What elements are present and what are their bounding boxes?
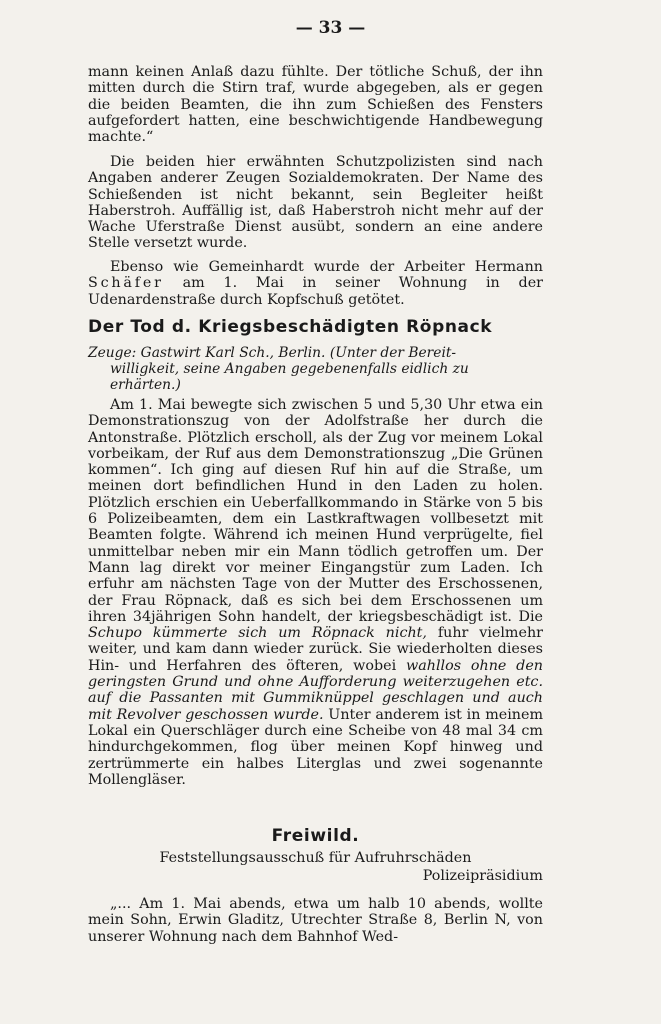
committee-line-1: Feststellungsausschuß für Aufruhrschäden: [159, 850, 472, 866]
page-number: — 33 —: [295, 18, 366, 38]
final-paragraph: [88, 896, 543, 945]
testimony-body: [88, 397, 543, 788]
paragraph-3-start: Ebenso wie Gemeinhardt wurde der Arbeiter Hermann: [110, 259, 543, 275]
body-text-mid: fuhr vielmehr weiter, und kam dann wieder zurück. Sie wiederholten dieses Hin- und Herfahren des öfteren, wobei: [88, 625, 543, 674]
heading-2: Freiwild.: [271, 826, 360, 846]
body-text-start: Am 1. Mai bewegte sich zwischen 5 und 5,30 Uhr etwa ein Demonstrationszug von der Adolfstraße her durch die Antonstraße. Plötzlich erscholl, als der Zug vor meinem Lokal vorbeikam, der Ruf aus dem Demonstrationszug „Die Grünen kommen“. Ich ging auf diesen Ruf hin auf die Straße, um meinen dort befindlichen Hund in den Laden zu holen. Plötzlich erschien ein Ueberfallkommando in Stärke von 5 bis 6 Polizeibeamten, dem ein Lastkraftwagen vollbesetzt mit Beamten folgte. Während ich meinen Hund verprügelte, fiel unmittelbar neben mir ein Mann tödlich getroffen um. Der Mann lag direkt vor meiner Eingangstür zum Laden. Ich erfuhr am nächsten Tage von der Mutter des Erschossenen, der Frau Röpnack, daß es sich bei dem Erschossenen um ihren 34jährigen Sohn handelt, der kriegsbeschädigt ist. Die: [88, 397, 543, 625]
paragraph-3-end: am 1. Mai in seiner Wohnung in der Udenardenstraße durch Kopfschuß getötet.: [88, 275, 543, 308]
section-heading-roepnack: [88, 317, 543, 337]
paragraph-2: [88, 154, 543, 252]
committee-header: [88, 850, 543, 885]
body-italic-1: Schupo kümmerte sich um Röpnack nicht,: [88, 625, 427, 642]
paragraph-1-text: mann keinen Anlaß dazu fühlte. Der tötliche Schuß, der ihn mitten durch die Stirn traf, wurde abgegeben, als er gegen die beiden Beamten, die ihn zum Schießen des Fensters aufgefordert hatten, eine beschwichtigende Handbewegung machte.“: [88, 64, 543, 146]
witness-note: [88, 345, 543, 393]
committee-line-2: Polizeipräsidium: [422, 868, 543, 885]
section-heading-freiwild: [88, 826, 543, 846]
witness-line-1: Zeuge: Gastwirt Karl Sch., Berlin. (Unter der Bereit-: [88, 345, 457, 361]
final-paragraph-text: „... Am 1. Mai abends, etwa um halb 10 abends, wollte mein Sohn, Erwin Gladitz, Utrechter Straße 8, Berlin N, von unserer Wohnung nach dem Bahnhof Wed-: [88, 896, 543, 945]
body-text-end: Unter anderem ist in meinem Lokal ein Querschläger durch eine Scheibe von 48 mal 34 cm hindurchgekommen, flog über meinen Kopf hinweg und zertrümmerte ein halbes Literglas und zwei sogenannte Mollengläser.: [88, 706, 544, 788]
witness-line-2: willigkeit, seine Angaben gegebenenfalls eidlich zu: [110, 361, 469, 377]
paragraph-2-text: Die beiden hier erwähnten Schutzpolizisten sind nach Angaben anderer Zeugen Sozialdemokraten. Der Name des Schießenden ist nicht bekannt, sein Begleiter heißt Haberstroh. Auffällig ist, daß Haberstroh nicht mehr auf der Wache Uferstraße Dienst ausübt, sondern an eine andere Stelle versetzt wurde.: [88, 154, 543, 252]
heading-1: Der Tod d. Kriegsbeschädigten Röpnack: [88, 317, 493, 337]
person-name: Schäfer: [88, 275, 164, 292]
body-italic-2: wahllos ohne den geringsten Grund und ohne Aufforderung weiterzugehen etc. auf die Passanten mit Gummiknüppel geschlagen und auch mit Revolver geschossen wurde.: [88, 657, 544, 723]
witness-line-3: erhärten.): [110, 377, 181, 393]
paragraph-1: [88, 64, 543, 145]
paragraph-3: [88, 259, 543, 308]
